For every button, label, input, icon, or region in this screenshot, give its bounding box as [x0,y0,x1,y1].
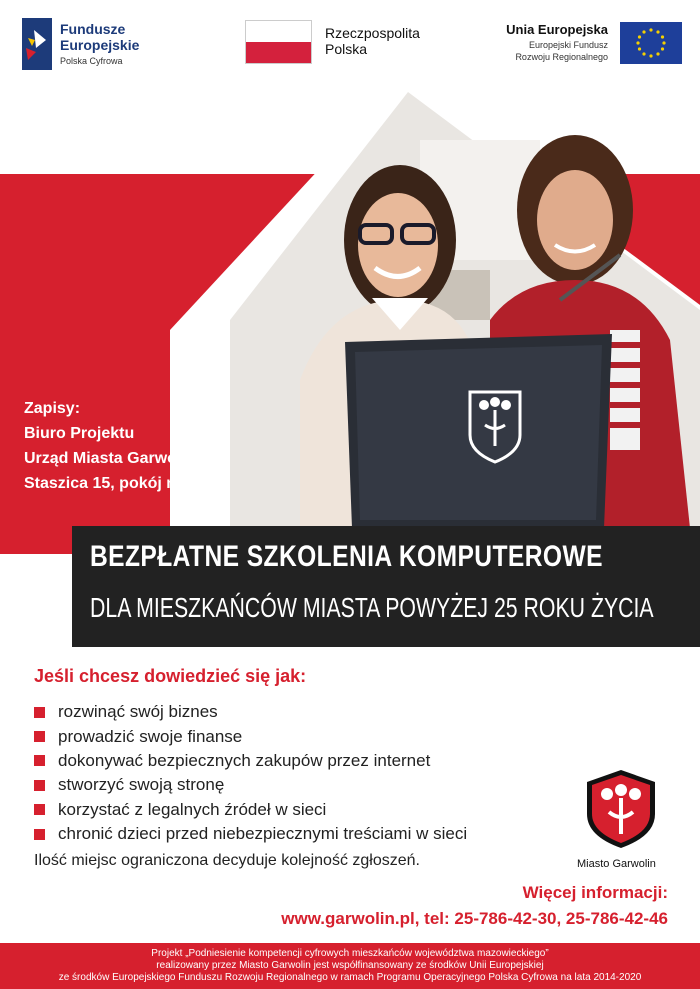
list-lead: Jeśli chcesz dowiedzieć się jak: [34,666,307,686]
list-item-text: dokonywać bezpiecznych zakupów przez internet [58,750,431,770]
benefits-list [34,700,467,846]
fe-subtitle: Polska Cyfrowa [60,56,123,66]
contact-details[interactable]: www.garwolin.pl, tel: 25-786-42-30, 25-786-42-46 [281,909,668,928]
footer [0,943,700,989]
garwolin-crest-icon [585,768,657,850]
zapisy-line3: Urząd Miasta Garwolina [24,450,205,467]
places-limit-note: Ilość miejsc ograniczona decyduje kolejność zgłoszeń. [34,852,420,869]
list-item [34,749,467,773]
footer-line3: ze środków Europejskiego Funduszu Rozwoju Regionalnego w ramach Programu Operacyjnego Polska Cyfrowa na lata 2014-2020 [58,972,642,983]
list-item [34,822,467,846]
bullet-square-icon [34,780,45,791]
eu-subtitle-line2: Rozwoju Regionalnego [515,52,608,62]
list-item [34,798,467,822]
bullet-square-icon [34,804,45,815]
footer-line1: Projekt „Podniesienie kompetencji cyfrowych mieszkańców województwa mazowieckiego” [151,948,549,959]
headline-subtitle: DLA MIESZKAŃCÓW MIASTA POWYŻEJ 25 ROKU ŻYCIA [90,592,654,623]
list-item-text: chronić dzieci przed niebezpiecznymi treściami w sieci [58,824,468,844]
zapisy-line4: Staszica 15, pokój nr 30 [24,475,205,492]
registration-info [24,396,205,496]
list-item [34,773,467,797]
hero-section [0,80,700,530]
list-item [34,700,467,724]
fe-title-line1: Fundusze [60,21,126,37]
zapisy-line2: Biuro Projektu [24,425,135,442]
bullet-square-icon [34,707,45,718]
eu-subtitle-line1: Europejski Fundusz [528,40,608,50]
polish-flag-icon [245,20,312,64]
rp-title-line2: Polska [325,41,368,57]
list-item-text: rozwinąć swój biznes [58,702,218,722]
more-info-label: Więcej informacji: [522,883,668,902]
bullet-square-icon [34,731,45,742]
list-item [34,724,467,748]
bullet-square-icon [34,829,45,840]
fe-title-line2: Europejskie [60,37,140,53]
eu-flag-icon [620,22,682,64]
zapisy-line1: Zapisy: [24,400,81,417]
headline-title: BEZPŁATNE SZKOLENIA KOMPUTEROWE [90,540,603,573]
eu-title: Unia Europejska [506,22,608,37]
rp-title-line1: Rzeczpospolita [325,25,420,41]
list-item-text: stworzyć swoją stronę [58,775,225,795]
bullet-square-icon [34,755,45,766]
list-item-text: prowadzić swoje finanse [58,726,243,746]
fundusze-europejskie-logo-icon [22,18,52,70]
header-logos [0,0,700,80]
crest-label: Miasto Garwolin [577,858,656,870]
list-item-text: korzystać z legalnych źródeł w sieci [58,799,327,819]
footer-line2: realizowany przez Miasto Garwolin jest współfinansowany ze środków Unii Europejskiej [156,960,544,971]
